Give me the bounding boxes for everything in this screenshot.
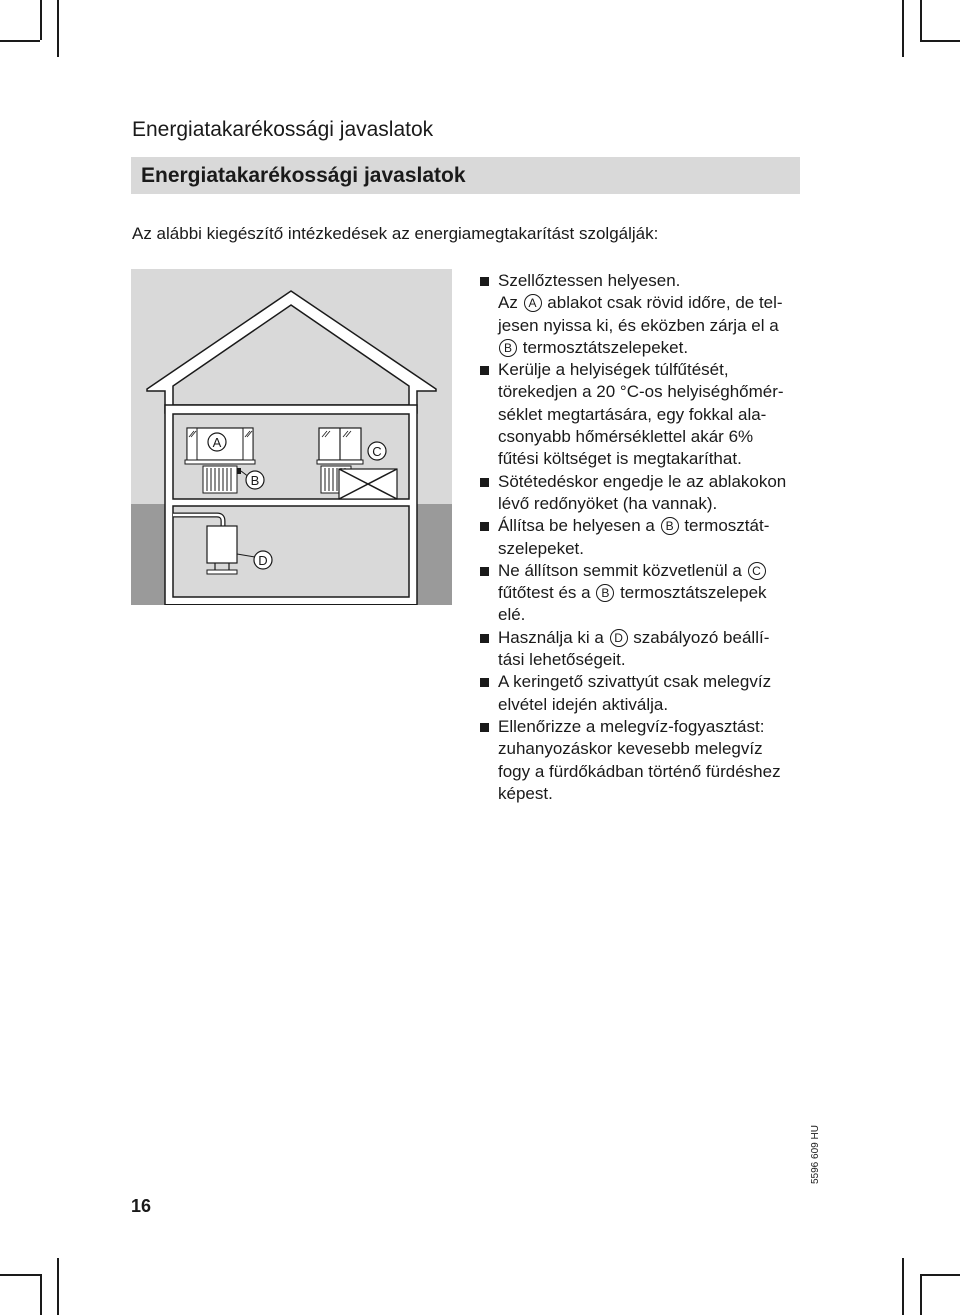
tip-item	[480, 359, 810, 470]
tip-text: lévő redőnyöket (ha vannak).	[498, 493, 718, 513]
tip-text: Az	[498, 293, 523, 313]
bullet-square-icon	[480, 522, 489, 531]
tip-item	[480, 560, 810, 627]
page-number: 16	[131, 1196, 152, 1216]
tip-text: fűtőtest és a	[498, 583, 596, 603]
crop-mark	[920, 40, 960, 42]
bullet-square-icon	[480, 723, 489, 732]
tip-text: termosztátszelepeket.	[518, 337, 689, 357]
tip-line	[498, 783, 810, 805]
tip-line	[498, 649, 810, 671]
tip-text: szabályozó beállí-	[628, 627, 770, 647]
document-code: 5596 609 HU	[810, 1125, 821, 1184]
bullet-square-icon	[480, 277, 489, 286]
tip-line	[498, 359, 810, 381]
tip-text: termosztát-	[679, 516, 770, 536]
tip-line	[498, 404, 810, 426]
tip-line	[498, 538, 810, 560]
tip-text: Ellenőrizze a melegvíz-fogyasztást:	[498, 716, 765, 736]
crop-mark	[902, 1258, 904, 1315]
tip-text: Használja ki a	[498, 627, 609, 647]
crop-mark	[920, 0, 922, 40]
running-head: Energiatakarékossági javaslatok	[132, 118, 434, 141]
crop-mark	[920, 1274, 960, 1276]
section-header	[131, 157, 800, 194]
tip-line	[498, 270, 810, 292]
tip-line	[498, 582, 810, 604]
tip-text: elé.	[498, 605, 526, 625]
tip-text: séklet megtartására, egy fokkal ala-	[498, 404, 767, 424]
circled-label: A	[524, 294, 542, 312]
bullet-square-icon	[480, 567, 489, 576]
section-title: Energiatakarékossági javaslatok	[141, 164, 466, 187]
tip-line	[498, 627, 810, 649]
tip-text: termosztátszelepek	[615, 583, 767, 603]
tip-line	[498, 694, 810, 716]
tip-text: zuhanyozáskor kevesebb melegvíz	[498, 739, 763, 759]
tip-text: szelepeket.	[498, 538, 584, 558]
bullet-square-icon	[480, 678, 489, 687]
tip-line	[498, 604, 810, 626]
tip-line	[498, 716, 810, 738]
tip-text: Állítsa be helyesen a	[498, 516, 660, 536]
bullet-square-icon	[480, 634, 489, 643]
circled-label: C	[748, 562, 766, 580]
tip-item	[480, 471, 810, 516]
tip-item	[480, 515, 810, 560]
crop-mark	[57, 0, 59, 57]
tip-line	[498, 381, 810, 403]
crop-mark	[40, 1274, 42, 1315]
tip-line	[498, 671, 810, 693]
intro-text: Az alábbi kiegészítő intézkedések az energiamegtakarítást szolgálják:	[132, 224, 659, 243]
crop-mark	[40, 0, 42, 40]
tip-text: Kerülje a helyiségek túlfűtését,	[498, 360, 729, 380]
tip-item	[480, 671, 810, 716]
tip-text: tási lehetőségeit.	[498, 650, 626, 670]
tip-line	[498, 337, 810, 359]
label-b: B	[250, 473, 260, 488]
tip-text: jesen nyissa ki, és eközben zárja el a	[498, 315, 779, 335]
tip-line	[498, 761, 810, 783]
blocking-furniture	[339, 469, 397, 499]
tip-line	[498, 560, 810, 582]
crop-mark	[0, 1274, 40, 1276]
label-a: A	[212, 435, 222, 450]
circled-label: D	[610, 629, 628, 647]
closed-window	[317, 428, 363, 464]
tip-line	[498, 426, 810, 448]
tip-line	[498, 738, 810, 760]
tip-text: Ne állítson semmit közvetlenül a	[498, 560, 747, 580]
tips-list	[480, 270, 810, 805]
tip-text: elvétel idején aktiválja.	[498, 694, 669, 714]
circled-label: B	[596, 584, 614, 602]
tip-item	[480, 627, 810, 672]
tip-text: A keringető szivattyút csak melegvíz	[498, 672, 772, 692]
tip-text: ablakot csak rövid időre, de tel-	[542, 293, 783, 313]
crop-mark	[902, 0, 904, 57]
tip-text: képest.	[498, 783, 553, 803]
tip-line	[498, 315, 810, 337]
tip-text: Sötétedéskor engedje le az ablakokon	[498, 471, 787, 491]
circled-label: B	[661, 517, 679, 535]
bullet-square-icon	[480, 478, 489, 487]
tip-line	[498, 448, 810, 470]
tip-line	[498, 493, 810, 515]
crop-mark	[920, 1274, 922, 1315]
tip-item	[480, 716, 810, 805]
house-illustration	[131, 269, 452, 605]
tip-text: Szellőztessen helyesen.	[498, 271, 681, 290]
label-d: D	[258, 553, 268, 568]
tip-line	[498, 515, 810, 537]
tip-item	[480, 270, 810, 359]
tip-line	[498, 292, 810, 314]
label-c: C	[372, 444, 382, 459]
tip-text: fogy a fürdőkádban történő fürdéshez	[498, 761, 781, 781]
tip-line	[498, 471, 810, 493]
bullet-square-icon	[480, 366, 489, 375]
crop-mark	[0, 40, 40, 42]
tip-text: törekedjen a 20 °C-os helyiséghőmér-	[498, 382, 784, 402]
radiator-left	[203, 466, 241, 493]
circled-label: B	[499, 339, 517, 357]
tip-text: fűtési költséget is megtakaríthat.	[498, 449, 742, 469]
tip-text: csonyabb hőmérséklettel akár 6%	[498, 427, 754, 447]
crop-mark	[57, 1258, 59, 1315]
